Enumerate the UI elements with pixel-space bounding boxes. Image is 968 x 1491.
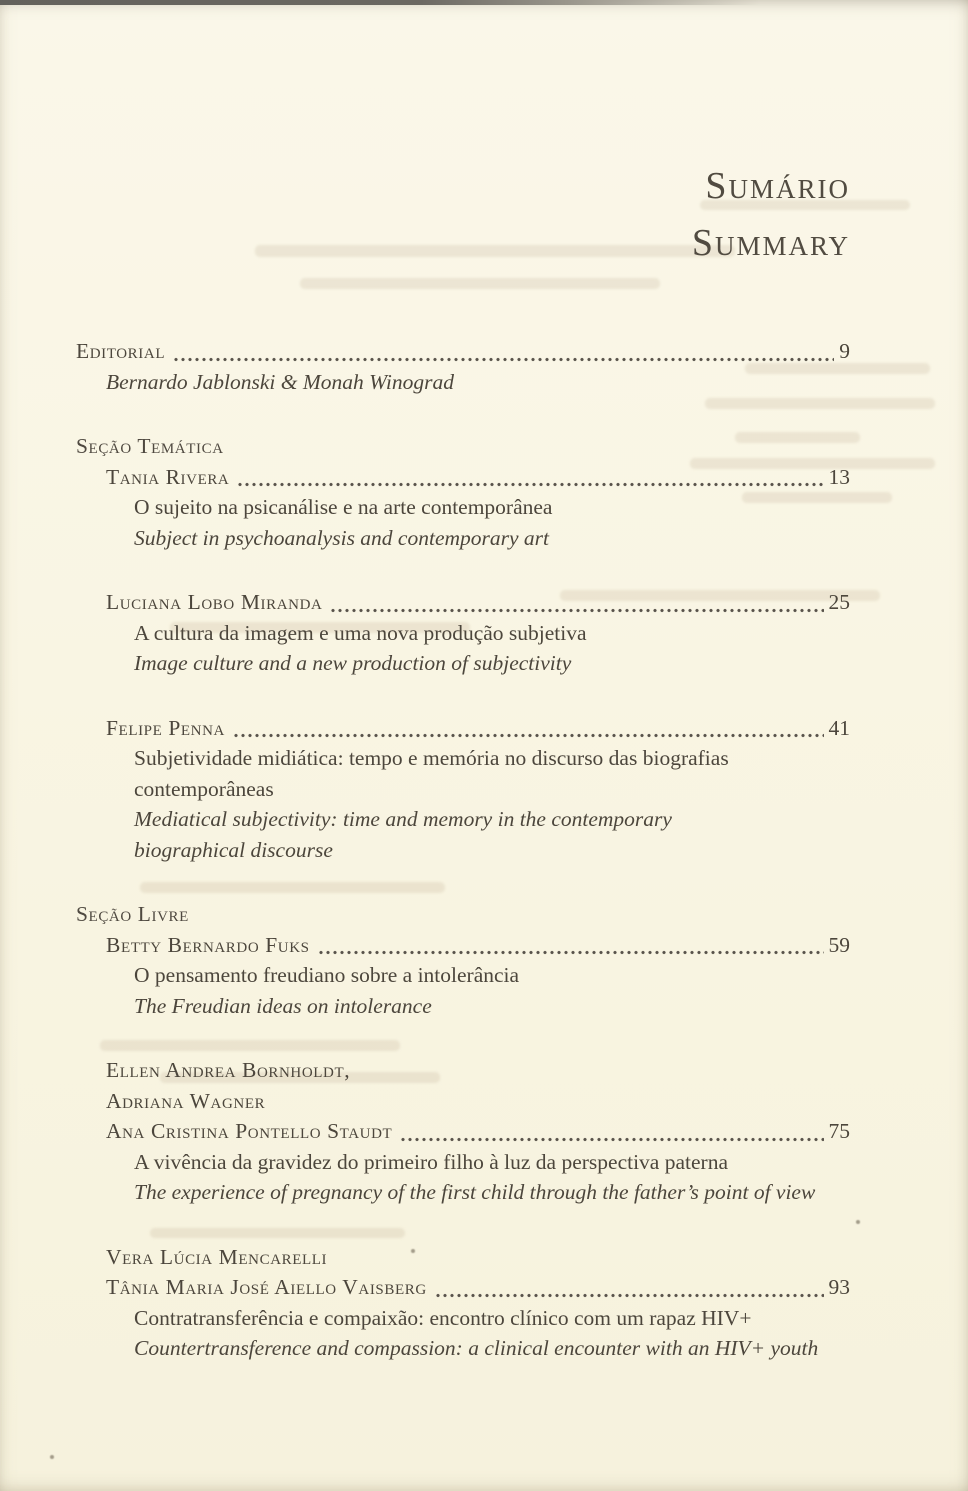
- scan-edge-artifact: [0, 0, 760, 5]
- title-pt: contemporâneas: [134, 776, 274, 801]
- editorial-authors: Bernardo Jablonski & Monah Winograd: [106, 369, 454, 394]
- dot-leader: [436, 1293, 824, 1298]
- toc-author-name: Betty Bernardo Fuks: [106, 932, 310, 957]
- toc-entry-authors: [106, 930, 850, 961]
- bleed-through-artifact: [300, 278, 660, 289]
- toc-entry: [76, 462, 850, 554]
- toc-entry: [76, 587, 850, 679]
- dot-leader: [331, 608, 823, 613]
- dot-leader: [401, 1137, 823, 1142]
- title-en: Countertransference and compassion: a clinical encounter with an HIV+ youth: [134, 1336, 819, 1360]
- page-number: 9: [839, 339, 850, 363]
- toc-author-name: Vera Lúcia Mencarelli: [106, 1244, 328, 1269]
- toc-entry: [76, 713, 850, 866]
- title-pt: A cultura da imagem e uma nova produção subjetiva: [134, 620, 587, 645]
- dot-leader: [234, 733, 824, 738]
- heading-sumario: Sumário: [705, 165, 850, 207]
- toc-entry-row: [106, 713, 850, 744]
- toc-author-name: Ellen Andrea Bornholdt,: [106, 1058, 351, 1082]
- toc-entry: [76, 1242, 850, 1364]
- title-en: Subject in psychoanalysis and contemporary art: [134, 525, 550, 550]
- toc: [76, 336, 850, 1398]
- title-pt: Subjetividade midiática: tempo e memória no discurso das biografias: [134, 746, 729, 770]
- toc-author-name: Adriana Wagner: [106, 1088, 266, 1113]
- toc-entry-row: [106, 462, 850, 493]
- toc-author-name: Tânia Maria José Aiello Vaisberg: [106, 1275, 427, 1299]
- toc-entry-authors: [106, 462, 850, 493]
- toc-entry-row: [106, 1272, 850, 1303]
- toc-author-name: Felipe Penna: [106, 715, 225, 740]
- title-pt: O sujeito na psicanálise e na arte contemporânea: [134, 495, 553, 519]
- bleed-through-artifact: [255, 245, 735, 257]
- toc-entry-authors: [106, 1242, 850, 1303]
- page-heading: [692, 158, 850, 272]
- title-pt: A vivência da gravidez do primeiro filho à luz da perspectiva paterna: [134, 1149, 728, 1174]
- toc-author-name: Tania Rivera: [106, 464, 230, 489]
- dot-leader: [238, 482, 823, 487]
- toc-entry-row: [106, 930, 850, 961]
- dot-leader: [319, 950, 824, 955]
- title-en: Mediatical subjectivity: time and memory in the contemporary: [134, 807, 672, 831]
- page-number: 41: [828, 715, 850, 740]
- heading-summary: Summary: [691, 222, 850, 264]
- page-number: 59: [828, 932, 850, 957]
- toc-entry-row: [76, 336, 850, 367]
- title-en: biographical discourse: [134, 837, 333, 862]
- scan-speck: [856, 1220, 860, 1224]
- title-pt: O pensamento freudiano sobre a intolerância: [134, 963, 520, 987]
- toc-entry-row: [106, 1116, 850, 1147]
- toc-entry-authors: [106, 713, 850, 744]
- title-en: The experience of pregnancy of the first child through the father’s point of view: [134, 1180, 816, 1204]
- page-number: 25: [828, 590, 850, 614]
- dot-leader: [174, 357, 834, 362]
- toc-entry: [76, 1055, 850, 1208]
- title-en: The Freudian ideas on intolerance: [134, 993, 432, 1018]
- toc-author-name: Editorial: [76, 339, 166, 363]
- toc-entry-authors: [106, 1055, 850, 1147]
- toc-entry: [76, 336, 850, 397]
- page-number: 75: [828, 1119, 850, 1143]
- page-number: 13: [828, 464, 850, 489]
- toc-entry: [76, 930, 850, 1022]
- title-pt: Contratransferência e compaixão: encontro clínico com um rapaz HIV+: [134, 1305, 752, 1330]
- toc-author-name: Ana Cristina Pontello Staudt: [106, 1119, 393, 1143]
- title-en: Image culture and a new production of subjectivity: [134, 651, 572, 675]
- section-heading: Seção Temática: [76, 434, 224, 458]
- toc-entry-authors: [76, 336, 850, 367]
- toc-author-name: Luciana Lobo Miranda: [106, 590, 323, 614]
- section-heading: Seção Livre: [76, 902, 189, 926]
- page-number: 93: [828, 1275, 850, 1299]
- toc-entry-row: [106, 587, 850, 618]
- toc-entry-authors: [106, 587, 850, 618]
- scan-speck: [50, 1455, 54, 1459]
